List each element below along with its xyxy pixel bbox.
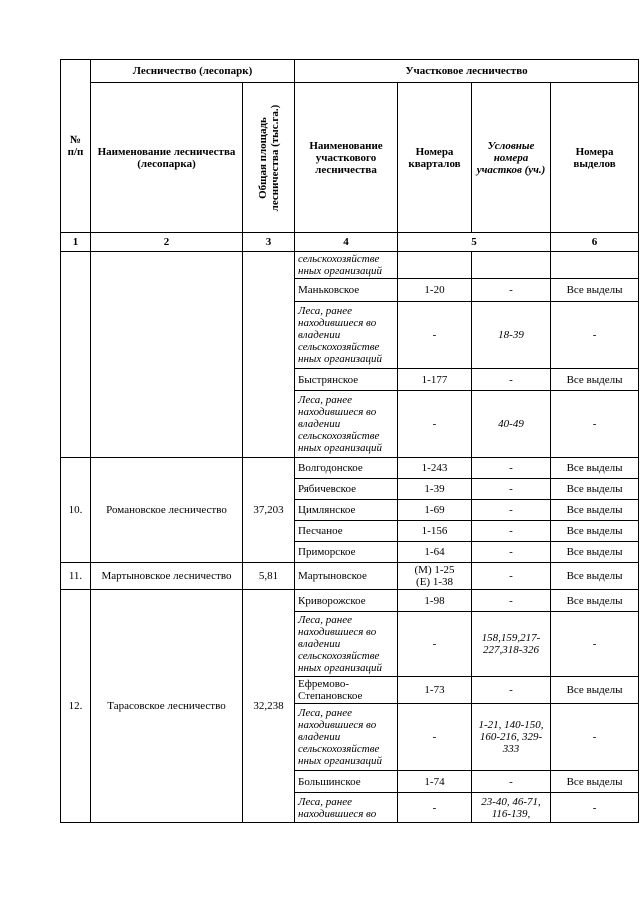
- sections: -: [551, 704, 639, 771]
- district-name: Быстрянское: [295, 369, 398, 391]
- sections: Все выделы: [551, 677, 639, 704]
- row-number: 11.: [61, 563, 91, 590]
- district-name: Леса, ранее находившиеся во владении сельскохозяйстве нных организаций: [295, 391, 398, 458]
- plots: -: [472, 458, 551, 479]
- header-group-district: Участковое лесничество: [295, 60, 639, 83]
- district-name: Большинское: [295, 771, 398, 793]
- cell-empty-no: [61, 252, 91, 458]
- header-plots: Условные номера участков (уч.): [472, 83, 551, 233]
- sections: Все выделы: [551, 279, 639, 302]
- quarters: 1-243: [398, 458, 472, 479]
- district-name: Леса, ранее находившиеся во владении сельскохозяйстве нных организаций: [295, 612, 398, 677]
- plots: -: [472, 542, 551, 563]
- district-name: Приморское: [295, 542, 398, 563]
- forestry-name: Тарасовское лесничество: [91, 590, 243, 823]
- plots: 18-39: [472, 302, 551, 369]
- col-number-1: 1: [61, 233, 91, 252]
- sections: Все выделы: [551, 542, 639, 563]
- header-district-name: Наименование участкового лесничества: [295, 83, 398, 233]
- header-area: [243, 83, 295, 233]
- forestry-table: [60, 59, 639, 823]
- header-forestry-name: Наименование лесничества (лесопарка): [91, 83, 243, 233]
- table-row: [61, 458, 639, 479]
- header-sections: Номера выделов: [551, 83, 639, 233]
- quarters: -: [398, 704, 472, 771]
- plots: 40-49: [472, 391, 551, 458]
- quarters: 1-39: [398, 479, 472, 500]
- sections: Все выделы: [551, 500, 639, 521]
- forestry-area: 37,203: [243, 458, 295, 563]
- district-name: Рябичевское: [295, 479, 398, 500]
- sections: Все выделы: [551, 369, 639, 391]
- cell-empty-name: [91, 252, 243, 458]
- quarters: -: [398, 612, 472, 677]
- district-name: Ефремово-Степановское: [295, 677, 398, 704]
- row-number: 12.: [61, 590, 91, 823]
- district-name: Волгодонское: [295, 458, 398, 479]
- sections: Все выделы: [551, 563, 639, 590]
- district-name: Маньковское: [295, 279, 398, 302]
- quarters: 1-156: [398, 521, 472, 542]
- quarters: [398, 563, 472, 590]
- plots: 1-21, 140-150, 160-216, 329-333: [472, 704, 551, 771]
- plots: -: [472, 590, 551, 612]
- plots: -: [472, 369, 551, 391]
- plots: 23-40, 46-71, 116-139,: [472, 793, 551, 823]
- district-name: сельскохозяйстве нных организаций: [295, 252, 398, 279]
- plots: 158,159,217-227,318-326: [472, 612, 551, 677]
- plots: -: [472, 521, 551, 542]
- plots: -: [472, 771, 551, 793]
- sections: Все выделы: [551, 771, 639, 793]
- col-number-2: 2: [91, 233, 243, 252]
- district-name: Леса, ранее находившиеся во владении сельскохозяйстве нных организаций: [295, 302, 398, 369]
- quarters: 1-64: [398, 542, 472, 563]
- quarters: 1-69: [398, 500, 472, 521]
- plots: -: [472, 500, 551, 521]
- plots: -: [472, 279, 551, 302]
- cell-empty: [398, 252, 472, 279]
- table-row: [61, 252, 639, 279]
- district-name: Мартыновское: [295, 563, 398, 590]
- quarters: 1-73: [398, 677, 472, 704]
- cell-empty: [472, 252, 551, 279]
- table-row: [61, 590, 639, 612]
- quarters-line-1: (М) 1-25: [414, 564, 455, 576]
- quarters: 1-177: [398, 369, 472, 391]
- col-number-5: 5: [398, 233, 551, 252]
- plots: -: [472, 563, 551, 590]
- district-name: Леса, ранее находившиеся во владении сельскохозяйстве нных организаций: [295, 704, 398, 771]
- quarters: -: [398, 302, 472, 369]
- quarters: 1-98: [398, 590, 472, 612]
- header-group-forestry: Лесничество (лесопарк): [91, 60, 295, 83]
- sections: Все выделы: [551, 590, 639, 612]
- district-name: Песчаное: [295, 521, 398, 542]
- cell-empty: [551, 252, 639, 279]
- sections: -: [551, 612, 639, 677]
- sections: Все выделы: [551, 521, 639, 542]
- quarters-line-2: (Е) 1-38: [416, 576, 453, 588]
- table-row: [61, 563, 639, 590]
- sections: Все выделы: [551, 479, 639, 500]
- district-name: Цимлянское: [295, 500, 398, 521]
- forestry-area: 5,81: [243, 563, 295, 590]
- header-quarters: Номера кварталов: [398, 83, 472, 233]
- plots: -: [472, 677, 551, 704]
- district-name: Леса, ранее находившиеся во: [295, 793, 398, 823]
- quarters: -: [398, 391, 472, 458]
- forestry-name: Мартыновское лесничество: [91, 563, 243, 590]
- col-number-3: 3: [243, 233, 295, 252]
- sections: -: [551, 391, 639, 458]
- quarters: 1-74: [398, 771, 472, 793]
- header-area-text: Общая площадь лесничества (тыс.га.): [256, 104, 281, 211]
- col-number-4: 4: [295, 233, 398, 252]
- row-number: 10.: [61, 458, 91, 563]
- district-name: Криворожское: [295, 590, 398, 612]
- quarters: -: [398, 793, 472, 823]
- col-number-6: 6: [551, 233, 639, 252]
- sections: Все выделы: [551, 458, 639, 479]
- quarters: 1-20: [398, 279, 472, 302]
- plots: -: [472, 479, 551, 500]
- forestry-area: 32,238: [243, 590, 295, 823]
- header-no: № п/п: [61, 60, 91, 233]
- sections: -: [551, 793, 639, 823]
- cell-empty-area: [243, 252, 295, 458]
- forestry-name: Романовское лесничество: [91, 458, 243, 563]
- sections: -: [551, 302, 639, 369]
